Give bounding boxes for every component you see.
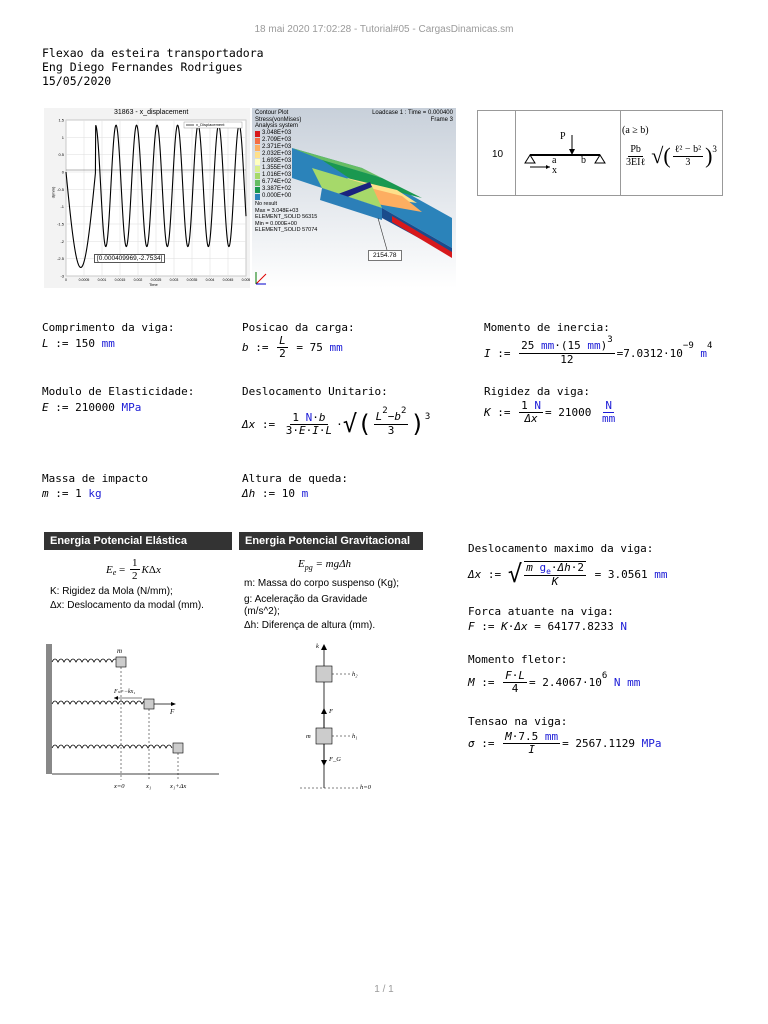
value-M: 2.4067·10 — [542, 676, 602, 689]
grav-header: Energia Potencial Gravitacional — [239, 532, 423, 550]
plot-xtick: 0.0045 — [222, 278, 234, 282]
contour-legend-entry — [255, 130, 291, 137]
table-frac-num: Pb — [630, 143, 641, 155]
label-comprimento: Comprimento da viga: — [42, 321, 175, 334]
plot-xtick: 0.0005 — [78, 278, 90, 282]
contour-legend-swatch — [255, 138, 260, 144]
unit-F: N — [620, 620, 627, 633]
formula-dh: Δh := 10 m — [242, 487, 309, 500]
formula-I: I := $\frac{25 mm\cdot(15 mm)^3}{12}$ = 7.0312·10 −9 m 4 — [484, 335, 713, 366]
label-massa: Massa de impacto — [42, 472, 148, 485]
contour-header-line: Contour Plot — [255, 110, 289, 116]
contour-legend-entry — [255, 165, 291, 172]
contour-legend-value: 2.371E+03 — [262, 144, 292, 150]
formula-M: M := $\frac{F\cdot L}{4}$ = 2.4067·10 6 N mm — [468, 669, 641, 695]
value-I-a: 25 — [521, 339, 535, 352]
grav-def-2: g: Aceleração da Gravidade (m/s^2); — [244, 594, 368, 617]
grav-k-label: k — [316, 643, 319, 650]
unit-I: m — [700, 346, 707, 360]
formula-L: L := 150 mm — [42, 337, 115, 350]
unit-m: kg — [88, 487, 102, 500]
beam-diagram-svg — [520, 127, 618, 183]
contour-info-line: Max = 3.048E+03 — [255, 207, 299, 214]
table-exponent: 3 — [712, 144, 717, 154]
beam-x-label: x — [552, 165, 557, 176]
table-row-number: 10 — [492, 149, 504, 160]
table-root-den: 3 — [685, 156, 691, 168]
unit-dx-max: mm — [654, 567, 668, 581]
label-desloc-unit: Deslocamento Unitario: — [242, 385, 388, 398]
contour-legend-entry — [255, 144, 291, 151]
value-m: 1 — [75, 487, 82, 500]
plot-title: 31863 - x_displacement — [114, 109, 189, 116]
beam-b-label: b — [581, 155, 586, 166]
contour-legend-swatch — [255, 145, 260, 151]
value-F: 64177.8233 — [547, 620, 614, 633]
label-tensao: Tensao na viga: — [468, 715, 568, 728]
plot-ytick: -2 — [60, 238, 64, 244]
contour-header — [255, 110, 301, 130]
value-dh: 10 — [281, 487, 295, 500]
value-L: 150 — [75, 337, 95, 350]
grav-Fg-label: F_G — [329, 756, 341, 763]
contour-loadcase — [372, 110, 453, 123]
unit-M: N mm — [613, 676, 641, 689]
contour-legend-entry — [255, 172, 291, 179]
spring-force-label: Fₛ=−kx₁ — [114, 689, 136, 695]
grav-h2-label: h₂ — [352, 671, 358, 678]
contour-legend-value: 1.016E+03 — [262, 172, 292, 178]
contour-legend-swatch — [255, 166, 260, 172]
displacement-plot — [44, 108, 250, 288]
title-line: Flexao da esteira transportadora — [42, 46, 264, 60]
plot-annotation: [0.000409969,-2.7534] — [94, 254, 165, 263]
plot-ytick: -1 — [60, 204, 64, 210]
contour-info-line: ELEMENT_SOLID 56315 — [255, 214, 318, 220]
table-condition: (a ≥ b) — [622, 125, 649, 136]
contour-legend-value: 1.693E+03 — [262, 158, 292, 164]
table-formula: $\frac{Pb}{\text{3EIℓ}}$ √ ( $\frac{\text{ℓ² − b²}}{3}$ ) 3 — [626, 143, 717, 168]
elastic-def-1: K: Rigidez da Mola (N/mm); — [50, 586, 173, 597]
contour-legend-value: 6.774E+02 — [262, 179, 292, 185]
plot-xtick: 0.005 — [241, 278, 250, 282]
contour-legend-entry — [255, 151, 291, 158]
contour-legend-swatch — [255, 194, 260, 200]
document-title — [42, 46, 264, 88]
contour-legend-entry — [255, 137, 291, 144]
spring-x1dx-label: x₁+Δx — [170, 783, 187, 790]
title-line: 15/05/2020 — [42, 74, 112, 88]
contour-header-line: Analysis system — [255, 123, 299, 129]
value-E: 210000 — [75, 401, 115, 414]
grav-formula: $E_{pg} = mg\Delta h$ — [298, 558, 352, 572]
grav-def-3: Δh: Diferença de altura (mm). — [244, 620, 376, 631]
value-I-exp: −9 — [682, 341, 694, 351]
unit-sigma: MPa — [641, 737, 662, 750]
plot-xtick: 0.002 — [133, 278, 143, 282]
spring-F-label: F — [170, 708, 175, 716]
unit-b: mm — [329, 341, 343, 354]
contour-loadcase-line: Loadcase 1 : Time = 0.000400 — [372, 110, 453, 116]
formula-E: E := 210000 MPa — [42, 401, 142, 414]
title-line: Eng Diego Fernandes Rodrigues — [42, 60, 243, 74]
formula-dx-max: Δx := √ $\frac{m g_e\cdot\Delta h\cdot 2}{K}$ = 3.0561 mm — [468, 560, 668, 588]
beam-formula-table — [477, 110, 723, 196]
contour-legend-swatch — [255, 173, 260, 179]
contour-legend-swatch — [255, 152, 260, 158]
plot-xtick: 0.004 — [205, 278, 215, 282]
plot-ytick: -1.5 — [57, 221, 64, 227]
contour-legend-value: 3.048E+03 — [262, 130, 292, 136]
contour-header-line: Stress(vonMises) — [255, 116, 302, 123]
contour-legend-entry — [255, 179, 291, 186]
unit-K-n: N — [605, 399, 612, 412]
formula-K: K := $\frac{1 N}{\Delta x}$ = 21000 $\frac{N}{mm}$ — [484, 399, 616, 425]
contour-legend-swatch — [255, 131, 260, 137]
value-I-b: 15 — [567, 339, 581, 352]
value-sigma: 2567.1129 — [575, 737, 635, 750]
value-b: 75 — [309, 341, 323, 354]
spring-x0-label: x=0 — [114, 783, 125, 790]
elastic-def-2: Δx: Deslocamento da modal (mm). — [50, 600, 204, 611]
plot-ytick: 1 — [61, 134, 64, 140]
contour-plot — [252, 108, 456, 288]
label-posicao: Posicao da carga: — [242, 321, 355, 334]
contour-legend-entry — [255, 186, 291, 193]
formula-m: m := 1 kg — [42, 487, 102, 500]
grav-def-1: m: Massa do corpo suspenso (Kg); — [244, 578, 400, 589]
unit-dh: m — [301, 487, 309, 500]
contour-legend-value: 3.387E+02 — [262, 186, 292, 192]
page-footer: 1 / 1 — [374, 984, 394, 995]
label-modulo: Modulo de Elasticidade: — [42, 385, 195, 398]
contour-no-result: No result — [255, 201, 278, 207]
elastic-formula: E e = $\frac{1}{2}$ K Δ x — [106, 557, 161, 582]
label-forca: Forca atuante na viga: — [468, 605, 614, 618]
plot-ytick: 0 — [61, 169, 64, 175]
contour-loadcase-line: Frame 3 — [430, 116, 453, 123]
contour-probe-value: 2154.78 — [368, 250, 402, 261]
contour-info-line: ELEMENT_SOLID 57074 — [255, 227, 318, 233]
plot-xtick: 0 — [65, 278, 67, 282]
plot-ytick: 0.5 — [58, 152, 64, 158]
contour-info-line: Min = 0.000E+00 — [255, 220, 297, 227]
grav-h1-label: h₁ — [352, 733, 358, 740]
plot-ytick: 1.5 — [58, 117, 64, 123]
formula-sigma: σ := $\frac{M\cdot 7.5 mm}{I}$ = 2567.1129 MPa — [468, 730, 662, 756]
page-header: 18 mai 2020 17:02:28 - Tutorial#05 - CargasDinamicas.sm — [254, 24, 514, 35]
value-I-res: 7.0312·10 — [623, 346, 683, 360]
contour-legend-swatch — [255, 180, 260, 186]
plot-xtick: 0.0035 — [186, 278, 198, 282]
grav-F-label: F — [329, 708, 333, 715]
contour-legend-entry — [255, 193, 291, 200]
gravity-diagram — [300, 640, 390, 796]
value-K: 21000 — [558, 406, 592, 419]
value-dx-max: 3.0561 — [607, 567, 648, 581]
contour-legend-entry — [255, 158, 291, 165]
value-I-den: 12 — [560, 353, 574, 366]
formula-b: b := $\frac{L}{2}$ = 75 mm — [242, 334, 343, 360]
contour-legend-value: 1.355E+03 — [262, 165, 292, 171]
label-altura: Altura de queda: — [242, 472, 348, 485]
spring-diagram — [44, 640, 224, 796]
contour-legend-value: 0.000E+00 — [262, 193, 292, 199]
plot-xlabel: Time — [149, 282, 158, 287]
label-momento-fletor: Momento fletor: — [468, 653, 568, 666]
elastic-header: Energia Potencial Elástica — [44, 532, 232, 550]
label-rigidez: Rigidez da viga: — [484, 385, 590, 398]
plot-xtick: 0.001 — [97, 278, 107, 282]
plot-xtick: 0.0015 — [114, 278, 126, 282]
table-root-num: ℓ² − b² — [674, 143, 702, 155]
spring-x1-label: x₁ — [146, 783, 152, 790]
plot-ytick: -3 — [60, 273, 64, 279]
value-M-exp: 6 — [601, 670, 608, 681]
unit-L: mm — [101, 337, 115, 350]
beam-a-label: a — [552, 155, 557, 166]
label-desloc-max: Deslocamento maximo da viga: — [468, 542, 654, 555]
contour-legend-value: 2.709E+03 — [262, 137, 292, 143]
contour-max-info — [255, 201, 317, 234]
beam-load-label: P — [560, 131, 566, 142]
unit-I-exp: 4 — [707, 341, 713, 351]
contour-legend-swatch — [255, 187, 260, 193]
plot-legend: x_Displacement — [196, 122, 225, 127]
contour-legend-swatch — [255, 159, 260, 165]
plot-ytick: -2.5 — [57, 256, 64, 262]
spring-mass-label: m — [117, 647, 123, 655]
plot-xtick: 0.003 — [169, 278, 179, 282]
plot-ylabel: d(mm) — [50, 186, 56, 199]
formula-dx-unit: Δx := $\frac{1 N\cdot b}{3\cdot E\cdot I\cdot L}$ · √ ( $\frac{L^2-b^2}{3}$ ) 3 — [242, 406, 431, 438]
contour-legend — [255, 130, 291, 200]
grav-m-label: m — [306, 733, 311, 740]
plot-xtick: 0.0025 — [150, 278, 162, 282]
grav-h0-label: h=0 — [360, 784, 371, 791]
table-frac-den: 3EIℓ — [626, 156, 646, 168]
plot-ytick: -0.5 — [57, 186, 64, 192]
label-momento-inercia: Momento de inercia: — [484, 321, 610, 334]
formula-F: F := K · Δx = 64177.8233 N — [468, 620, 627, 633]
unit-E: MPa — [121, 401, 142, 414]
contour-legend-value: 2.032E+03 — [262, 151, 292, 157]
unit-K-d: mm — [602, 412, 616, 425]
